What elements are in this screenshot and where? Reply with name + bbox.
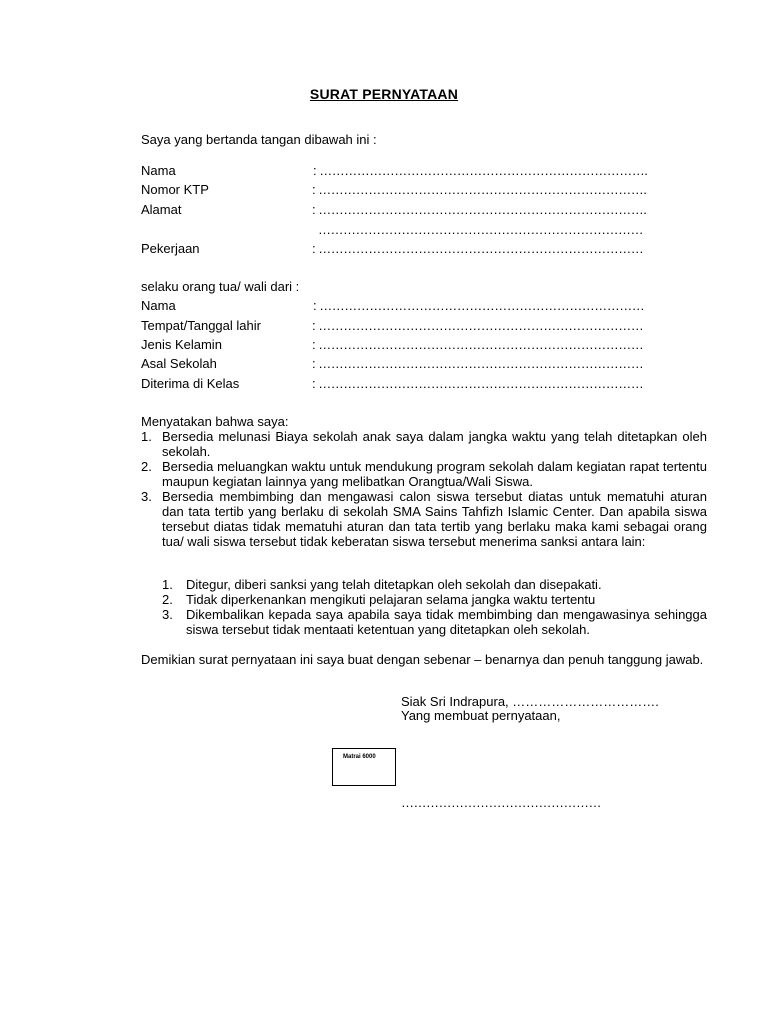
field-label: Diterima di Kelas bbox=[141, 376, 240, 391]
statement-intro: Menyatakan bahwa saya: bbox=[141, 414, 289, 429]
field-label: Asal Sekolah bbox=[141, 356, 217, 371]
signer-label: Yang membuat pernyataan, bbox=[401, 708, 561, 723]
field-label: Alamat bbox=[141, 202, 182, 217]
student-name-row bbox=[141, 298, 711, 313]
statement-list bbox=[141, 429, 707, 549]
item-number: 2. bbox=[141, 459, 152, 474]
closing-paragraph: Demikian surat pernyataan ini saya buat dengan sebenar – benarnya dan penuh tanggung jawab. bbox=[141, 652, 704, 667]
signature-line: ………………………………………… bbox=[401, 795, 601, 810]
field-label: Jenis Kelamin bbox=[141, 337, 222, 352]
sanction-item bbox=[162, 592, 707, 607]
item-text: Bersedia membimbing dan mengawasi calon siswa tersebut diatas untuk mematuhi aturan dan tata tertib yang berlaku di sekolah SMA Sains Tahfizh Islamic Center. Dan apabila siswa tersebut diatas tidak mematuhi aturan dan tata tertib yang berlaku maka kami sebagai orang tua/ wali siswa tersebut tidak keberatan siswa tersebut menerima sanksi antara lain: bbox=[162, 489, 707, 549]
field-label: Tempat/Tanggal lahir bbox=[141, 318, 261, 333]
parent-occupation-row bbox=[141, 241, 711, 256]
field-label: Pekerjaan bbox=[141, 241, 200, 256]
document-title: SURAT PERNYATAAN bbox=[309, 86, 459, 102]
item-text: Bersedia meluangkan waktu untuk mendukung program sekolah dalam kegiatan rapat tertentu maupun kegiatan lainnya yang melibatkan Orangtua/Wali Siswa. bbox=[162, 459, 707, 489]
sanction-list bbox=[162, 577, 707, 637]
field-label: Nama bbox=[141, 163, 176, 178]
sanction-item bbox=[162, 577, 707, 592]
statement-item bbox=[141, 489, 707, 549]
field-fill-line: : ……………………………………………………………………. bbox=[313, 163, 648, 178]
item-text: Bersedia melunasi Biaya sekolah anak saya dalam jangka waktu yang telah ditetapkan oleh sekolah. bbox=[162, 429, 707, 459]
statement-item bbox=[141, 429, 707, 459]
student-birth-row bbox=[141, 318, 711, 333]
field-fill-line: : …………………………………………………………………… bbox=[312, 356, 644, 371]
field-fill-line: : ……………………………………………………………………. bbox=[312, 182, 647, 197]
item-number: 2. bbox=[162, 592, 173, 607]
place-date: Siak Sri Indrapura, ……………………………. bbox=[401, 694, 659, 709]
item-text: Tidak diperkenankan mengikuti pelajaran selama jangka waktu tertentu bbox=[186, 592, 596, 607]
field-fill-line: : …………………………………………………………………… bbox=[312, 241, 644, 256]
field-fill-line: : ……………………………………………………………………. bbox=[312, 202, 647, 217]
field-fill-line: : …………………………………………………………………… bbox=[312, 318, 644, 333]
parent-name-row bbox=[141, 163, 711, 178]
parent-ktp-row bbox=[141, 182, 711, 197]
field-fill-line: : …………………………………………………………………… bbox=[313, 298, 645, 313]
guardian-intro: selaku orang tua/ wali dari : bbox=[141, 279, 300, 294]
item-number: 3. bbox=[162, 607, 173, 622]
field-label: Nama bbox=[141, 298, 176, 313]
field-fill-line: : …………………………………………………………………… bbox=[312, 376, 644, 391]
statement-item bbox=[141, 459, 707, 489]
address-continuation-line: …………………………………………………………………… bbox=[318, 222, 643, 237]
item-number: 3. bbox=[141, 489, 152, 504]
parent-address-row bbox=[141, 202, 711, 217]
student-class-row bbox=[141, 376, 711, 391]
item-number: 1. bbox=[162, 577, 173, 592]
stamp-label: Matrai 6000 bbox=[343, 754, 376, 760]
student-gender-row bbox=[141, 337, 711, 352]
item-number: 1. bbox=[141, 429, 152, 444]
field-fill-line: : …………………………………………………………………… bbox=[312, 337, 644, 352]
stamp-box bbox=[332, 748, 396, 786]
student-school-row bbox=[141, 356, 711, 371]
sanction-item bbox=[162, 607, 707, 637]
item-text: Ditegur, diberi sanksi yang telah ditetapkan oleh sekolah dan disepakati. bbox=[186, 577, 602, 592]
item-text: Dikembalikan kepada saya apabila saya tidak membimbing dan mengawasinya sehingga siswa tersebut tidak mentaati ketentuan yang ditetapkan oleh sekolah. bbox=[186, 607, 707, 637]
intro-text: Saya yang bertanda tangan dibawah ini : bbox=[141, 132, 377, 147]
field-label: Nomor KTP bbox=[141, 182, 209, 197]
